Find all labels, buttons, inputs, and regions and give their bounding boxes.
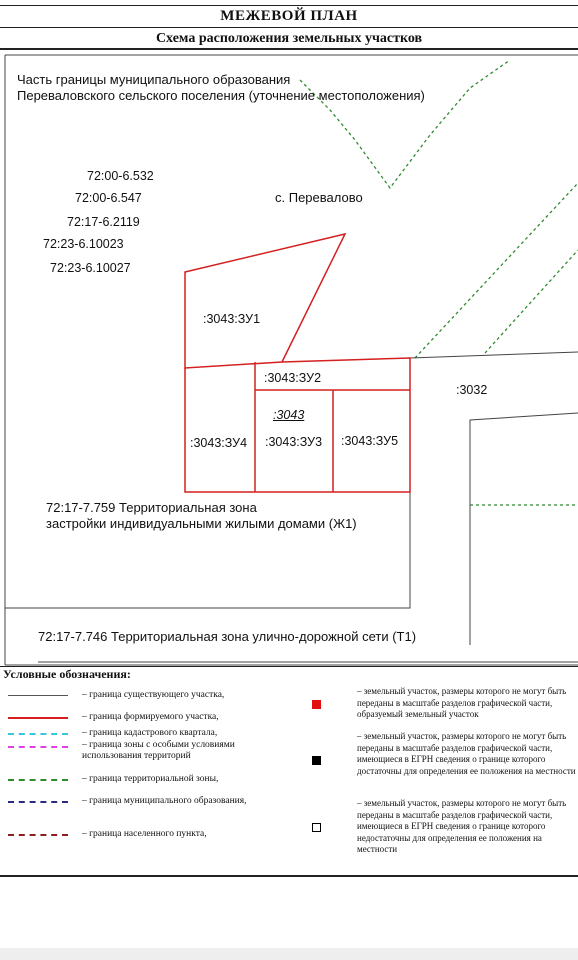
legend-line-sample <box>8 746 68 748</box>
parcel-label-zu4[interactable]: :3043:ЗУ4 <box>190 436 248 450</box>
existing-boundary-3032-inner <box>470 413 578 645</box>
parcel-label-zu3[interactable]: :3043:ЗУ3 <box>265 435 323 449</box>
legend-line-text: – граница формируемого участка, <box>82 712 219 722</box>
legend-line-text: – граница муниципального образования, <box>82 796 247 806</box>
legend-line-sample <box>8 779 68 781</box>
red-square-icon <box>312 700 321 709</box>
boundary-note-line1: Часть границы муниципального образования <box>17 72 291 87</box>
parcel-label-zu1[interactable]: :3043:ЗУ1 <box>203 312 261 326</box>
white-square-icon <box>312 823 321 832</box>
viewer-bottom-bar <box>0 948 578 960</box>
legend-title: Условные обозначения: <box>3 667 131 681</box>
legend-symbol-text: – земельный участок, размеры которого не могут быть переданы в масштабе разделов графической части, имеющиеся в ЕГРН сведения о границе которого достаточны для определения ее положения на местности <box>357 731 576 776</box>
legend-line-text: – граница территориальной зоны, <box>82 774 219 784</box>
municipal-boundary-line <box>300 60 510 188</box>
legend-line-text: – граница существующего участка, <box>82 690 225 700</box>
parcel-zu1[interactable] <box>185 234 345 368</box>
zone-code: 72:00-6.547 <box>75 191 142 205</box>
zone-boundary-diagonal-2 <box>485 250 578 353</box>
zone-code: 72:17-6.2119 <box>67 215 140 229</box>
zone-j1-line1: 72:17-7.759 Территориальная зона <box>46 500 257 515</box>
zone-boundary-diagonal-1 <box>415 183 578 358</box>
legend-line-text: – граница населенного пункта, <box>82 829 207 839</box>
parcel-label-neighbor[interactable]: :3032 <box>456 383 488 397</box>
legend-line-sample <box>8 733 68 735</box>
parcel-label-zu5[interactable]: :3043:ЗУ5 <box>341 434 399 448</box>
zone-code: 72:00-6.532 <box>87 169 154 183</box>
legend-line-text: – граница кадастрового квартала, <box>82 728 218 738</box>
zone-j1-line2: застройки индивидуальными жилыми домами (Ж1) <box>46 516 357 531</box>
page-subtitle: Схема расположения земельных участков <box>155 31 423 46</box>
black-square-icon <box>312 756 321 765</box>
legend-bottom-border <box>0 875 578 877</box>
legend-symbol-text: – земельный участок, размеры которого не могут быть переданы в масштабе разделов графической части, имеющиеся в ЕГРН сведения о границе которого недостаточны для определения ее положения на местности <box>357 798 567 854</box>
existing-boundary-3032-top <box>410 352 578 358</box>
boundary-note-line2: Переваловского сельского поселения (уточнение местоположения) <box>17 88 425 103</box>
settlement-label: с. Перевалово <box>275 190 363 205</box>
parcel-label-zu2[interactable]: :3043:ЗУ2 <box>264 371 322 385</box>
legend-line-sample <box>8 834 68 836</box>
legend-line-sample <box>8 801 68 803</box>
zone-t1-label: 72:17-7.746 Территориальная зона улично-дорожной сети (Т1) <box>38 629 417 644</box>
legend-line-sample <box>8 695 68 696</box>
legend-line-sample <box>8 717 68 719</box>
zone-code: 72:23-6.10027 <box>50 261 131 275</box>
forming-parcels <box>185 234 410 492</box>
page-title: МЕЖЕВОЙ ПЛАН <box>220 8 358 24</box>
legend-line-text: использования территорий <box>82 751 191 761</box>
legend-line-text: – граница зоны с особыми условиями <box>82 740 235 750</box>
zone-code: 72:23-6.10023 <box>43 237 124 251</box>
block-label: :3043 <box>273 408 305 422</box>
legend-symbol-text: – земельный участок, размеры которого не могут быть переданы в масштабе разделов графической части, образуемый земельный участок <box>357 686 567 719</box>
